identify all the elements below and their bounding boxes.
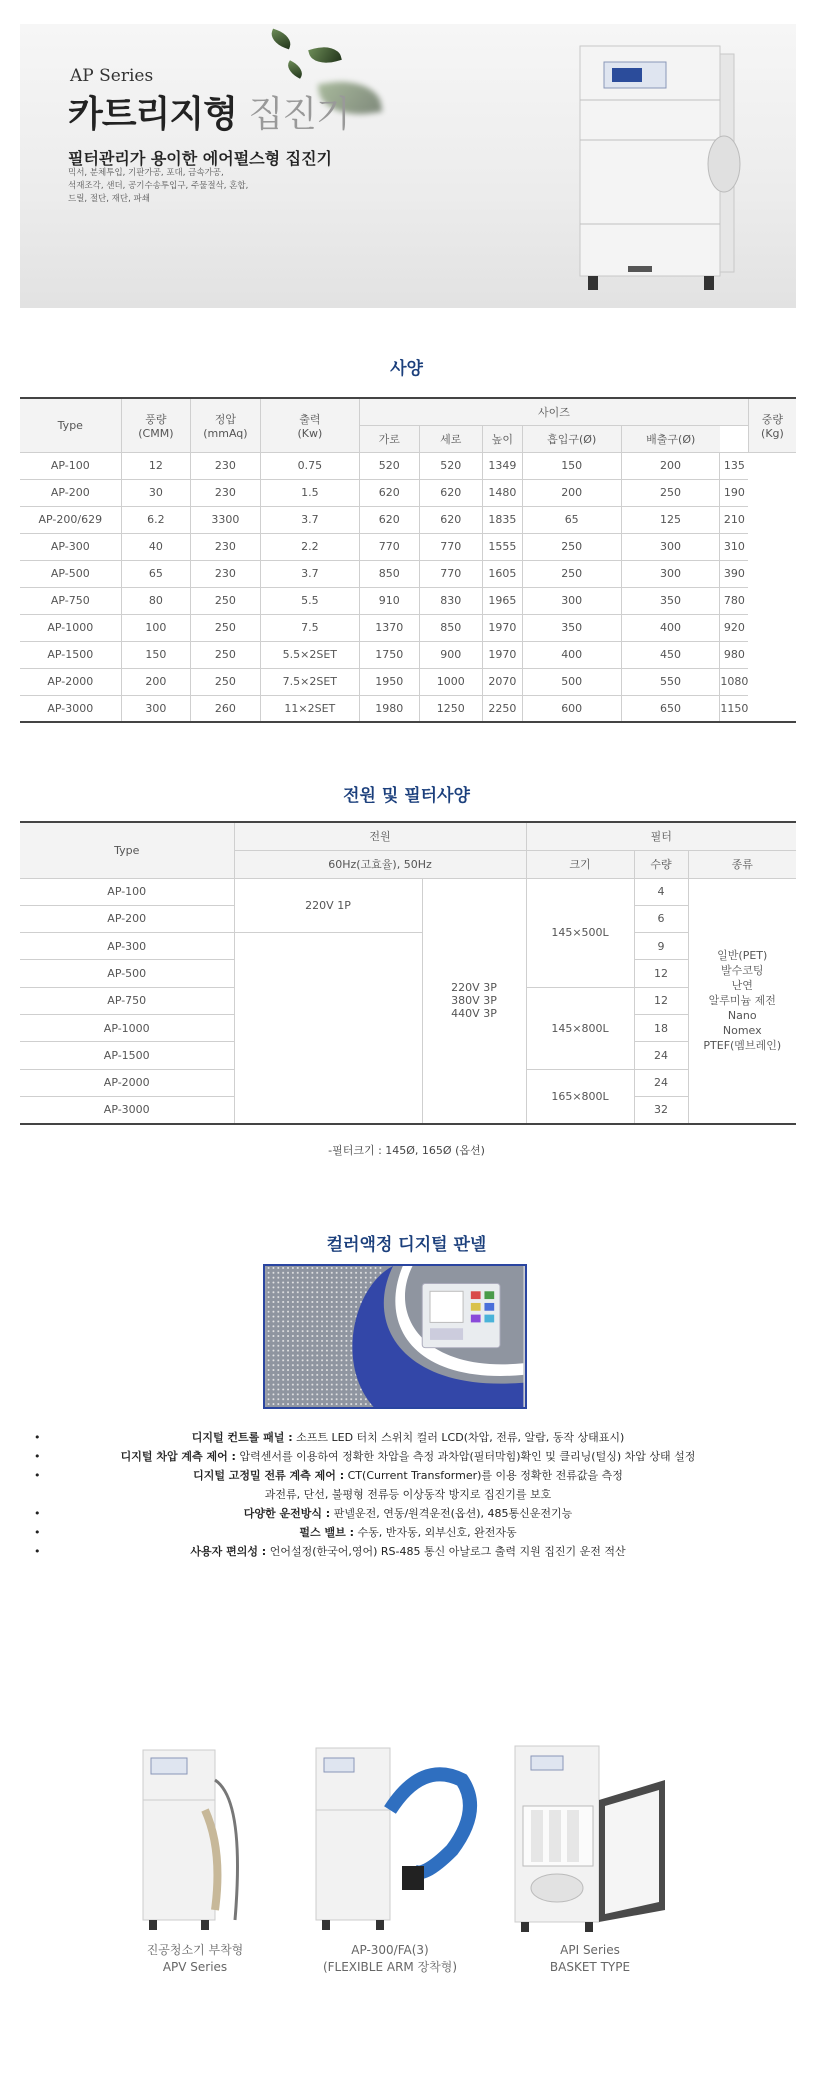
filter-size-c: 165×800L: [526, 1069, 634, 1124]
title-sub: 집진기: [248, 94, 350, 135]
col-power: 전원: [234, 822, 526, 850]
qty-cell: 24: [634, 1069, 688, 1096]
spec-cell: AP-500: [20, 560, 121, 587]
col-filter: 필터: [526, 822, 796, 850]
spec-cell: AP-100: [20, 452, 121, 479]
spec-cell: AP-2000: [20, 668, 121, 695]
spec-cell: 65: [121, 560, 190, 587]
product-apv: [100, 1740, 290, 1976]
spec-cell: 350: [621, 587, 720, 614]
leaf-decoration: [268, 29, 293, 50]
feature-head: 디지털 차압 계측 제어 :: [120, 1450, 236, 1463]
spec-cell: AP-3000: [20, 695, 121, 722]
spec-cell: 0.75: [260, 452, 359, 479]
fa-image: [292, 1740, 488, 1936]
filter-size-b: 145×800L: [526, 987, 634, 1069]
bullet-icon: •: [34, 1450, 41, 1463]
spec-cell: 3.7: [260, 560, 359, 587]
api-image: [505, 1740, 675, 1936]
spec-cell: AP-1500: [20, 641, 121, 668]
spec-cell: 390: [720, 560, 749, 587]
spec-cell: AP-300: [20, 533, 121, 560]
product-series: (FLEXIBLE ARM 장착형): [322, 1960, 458, 1974]
spec-row: [20, 533, 796, 560]
spec-cell: 300: [522, 587, 621, 614]
spec-cell: 5.5: [260, 587, 359, 614]
type-cell: AP-100: [20, 878, 234, 905]
spec-cell: 770: [360, 533, 420, 560]
col-filter-qty: 수량: [634, 850, 688, 878]
type-cell: AP-2000: [20, 1069, 234, 1096]
spec-cell: AP-200: [20, 479, 121, 506]
spec-cell: 1605: [482, 560, 522, 587]
apv-image: [135, 1740, 255, 1936]
voltage-line: 220V 3P: [451, 981, 497, 995]
bullet-icon: •: [34, 1507, 41, 1520]
power-3p: [422, 878, 526, 1124]
type-cell: AP-3000: [20, 1096, 234, 1123]
qty-cell: 9: [634, 933, 688, 960]
type-cell: AP-500: [20, 960, 234, 987]
feature-item: [20, 1504, 796, 1523]
col-inlet: 흡입구(Ø): [522, 425, 621, 452]
spec-row: [20, 452, 796, 479]
spec-cell: 100: [121, 614, 190, 641]
spec-cell: 620: [419, 479, 482, 506]
spec-cell: AP-750: [20, 587, 121, 614]
spec-cell: 1150: [720, 695, 749, 722]
col-pressure: 정압 (mmAq): [191, 398, 261, 452]
bullet-icon: •: [34, 1526, 41, 1539]
kind-line: 일반(PET): [717, 949, 768, 963]
spec-cell: 350: [522, 614, 621, 641]
col-height: 높이: [482, 425, 522, 452]
feature-text: CT(Current Transformer)를 이용 정확한 전류값을 측정: [344, 1469, 623, 1482]
spec-cell: 500: [522, 668, 621, 695]
power-blank: [234, 933, 422, 1124]
kind-line: 알루미늄 제전: [708, 994, 776, 1008]
spec-row: [20, 587, 796, 614]
panel-title: 컬러액정 디지털 판넬: [326, 1235, 487, 1255]
spec-cell: 1965: [482, 587, 522, 614]
spec-cell: 230: [191, 560, 261, 587]
qty-cell: 32: [634, 1096, 688, 1123]
qty-cell: 6: [634, 905, 688, 932]
col-outlet: 배출구(Ø): [621, 425, 720, 452]
spec-title: 사양: [390, 359, 423, 379]
spec-cell: 3300: [191, 506, 261, 533]
product-fa: [290, 1740, 490, 1976]
product-name: AP-300/FA(3): [351, 1943, 429, 1957]
feature-text: 과전류, 단선, 불평형 전류등 이상동작 방지로 집진기를 보호: [264, 1488, 552, 1501]
spec-cell: 980: [720, 641, 749, 668]
spec-row: [20, 506, 796, 533]
bullet-icon: •: [34, 1469, 41, 1482]
power-table: [20, 821, 796, 1125]
spec-row: [20, 668, 796, 695]
filter-size-a: 145×500L: [526, 878, 634, 987]
spec-cell: 190: [720, 479, 749, 506]
spec-cell: 250: [621, 479, 720, 506]
spec-cell: 40: [121, 533, 190, 560]
spec-cell: 550: [621, 668, 720, 695]
col-size: 사이즈: [360, 398, 749, 425]
series-label: AP Series: [70, 66, 154, 86]
spec-cell: 250: [522, 533, 621, 560]
spec-cell: 300: [121, 695, 190, 722]
spec-cell: 910: [360, 587, 420, 614]
spec-cell: AP-200/629: [20, 506, 121, 533]
spec-cell: 1970: [482, 641, 522, 668]
qty-cell: 18: [634, 1014, 688, 1041]
leaf-decoration: [284, 60, 305, 79]
spec-row: [20, 695, 796, 722]
spec-cell: 1000: [419, 668, 482, 695]
spec-cell: 1980: [360, 695, 420, 722]
spec-cell: 250: [522, 560, 621, 587]
use-line: 드릴, 절단, 재단, 파쇄: [68, 194, 150, 204]
spec-cell: 200: [522, 479, 621, 506]
spec-cell: 150: [121, 641, 190, 668]
spec-cell: 3.7: [260, 506, 359, 533]
spec-cell: 650: [621, 695, 720, 722]
spec-cell: 1080: [720, 668, 749, 695]
feature-text: 압력센서를 이용하여 정확한 차압을 측정 과차압(필터막힘)확인 및 클리닝(털싱) 차압 상태 설정: [235, 1450, 696, 1463]
feature-text: 언어설정(한국어,영어) RS-485 통신 아날로그 출력 지원 집진기 운전 적산: [266, 1545, 626, 1558]
feature-head: 사용자 편의성 :: [190, 1545, 267, 1558]
spec-cell: 12: [121, 452, 190, 479]
feature-head: 디지털 고정밀 전류 계측 제어 :: [193, 1469, 345, 1482]
voltage-line: 380V 3P: [451, 994, 497, 1008]
spec-cell: 7.5: [260, 614, 359, 641]
spec-cell: 250: [191, 668, 261, 695]
spec-cell: 230: [191, 479, 261, 506]
col-output: 출력 (Kw): [260, 398, 359, 452]
spec-cell: 770: [419, 560, 482, 587]
spec-cell: 900: [419, 641, 482, 668]
qty-cell: 24: [634, 1042, 688, 1069]
spec-cell: 450: [621, 641, 720, 668]
spec-cell: 300: [621, 560, 720, 587]
col-type: Type: [20, 398, 121, 452]
col-filter-size: 크기: [526, 850, 634, 878]
spec-cell: 1480: [482, 479, 522, 506]
spec-cell: 260: [191, 695, 261, 722]
feature-item: [20, 1447, 796, 1466]
spec-cell: 210: [720, 506, 749, 533]
kind-line: Nomex: [722, 1024, 762, 1038]
feature-item: [20, 1542, 796, 1561]
spec-cell: 11×2SET: [260, 695, 359, 722]
spec-cell: 600: [522, 695, 621, 722]
type-cell: AP-750: [20, 987, 234, 1014]
spec-cell: 620: [360, 506, 420, 533]
spec-cell: 125: [621, 506, 720, 533]
spec-cell: 5.5×2SET: [260, 641, 359, 668]
kind-line: PTEF(멤브레인): [703, 1039, 782, 1053]
spec-cell: 780: [720, 587, 749, 614]
spec-cell: 1970: [482, 614, 522, 641]
spec-cell: 150: [522, 452, 621, 479]
qty-cell: 12: [634, 987, 688, 1014]
feature-item: [20, 1485, 796, 1504]
spec-cell: 850: [419, 614, 482, 641]
use-line: 믹서, 분체투입, 기판가공, 포대, 금속가공,: [68, 168, 224, 178]
feature-list: [20, 1428, 796, 1561]
type-cell: AP-1500: [20, 1042, 234, 1069]
spec-cell: 2250: [482, 695, 522, 722]
kind-line: 발수코팅: [720, 964, 764, 978]
feature-item: [20, 1466, 796, 1485]
spec-row: [20, 641, 796, 668]
feature-text: 판넬운전, 연동/원격운전(옵션), 485통신운전기능: [330, 1507, 573, 1520]
qty-cell: 4: [634, 878, 688, 905]
spec-cell: 2.2: [260, 533, 359, 560]
spec-cell: 2070: [482, 668, 522, 695]
spec-cell: 65: [522, 506, 621, 533]
spec-cell: 230: [191, 452, 261, 479]
spec-row: [20, 560, 796, 587]
spec-cell: 250: [191, 587, 261, 614]
col-depth: 세로: [419, 425, 482, 452]
spec-cell: 400: [522, 641, 621, 668]
digital-panel-image: [263, 1264, 527, 1409]
kind-line: 난연: [731, 979, 753, 993]
col-type: Type: [20, 822, 234, 878]
spec-cell: 200: [621, 452, 720, 479]
spec-cell: 300: [621, 533, 720, 560]
page-title: [68, 86, 350, 137]
feature-head: 펄스 밸브 :: [299, 1526, 354, 1539]
product-series: APV Series: [162, 1960, 228, 1974]
col-flow: 풍량 (CMM): [121, 398, 190, 452]
product-name: 진공청소기 부착형: [146, 1943, 244, 1957]
power-title: 전원 및 필터사양: [343, 786, 470, 806]
spec-cell: 310: [720, 533, 749, 560]
voltage-line: 440V 3P: [451, 1007, 497, 1021]
spec-cell: 920: [720, 614, 749, 641]
spec-cell: 200: [121, 668, 190, 695]
spec-row: [20, 479, 796, 506]
col-filter-kind: 종류: [688, 850, 796, 878]
spec-cell: 770: [419, 533, 482, 560]
qty-cell: 12: [634, 960, 688, 987]
use-line: 석재조각, 샌더, 공기수송투입구, 주물절삭, 혼합,: [68, 181, 249, 191]
col-freq: 60Hz(고효율), 50Hz: [234, 850, 526, 878]
col-weight: 중량 (Kg): [748, 398, 796, 452]
spec-cell: 620: [360, 479, 420, 506]
spec-cell: 520: [419, 452, 482, 479]
spec-cell: 6.2: [121, 506, 190, 533]
feature-item: [20, 1428, 796, 1447]
spec-cell: 135: [720, 452, 749, 479]
spec-cell: 1.5: [260, 479, 359, 506]
spec-cell: 520: [360, 452, 420, 479]
type-cell: AP-200: [20, 905, 234, 932]
title-main: 카트리지형: [68, 94, 237, 135]
spec-cell: 80: [121, 587, 190, 614]
product-name: API Series: [560, 1943, 620, 1957]
col-width: 가로: [360, 425, 420, 452]
feature-text: 수동, 반자동, 외부신호, 완전자동: [353, 1526, 517, 1539]
spec-cell: 620: [419, 506, 482, 533]
feature-item: [20, 1523, 796, 1542]
spec-cell: 1250: [419, 695, 482, 722]
hero-banner: [20, 24, 796, 308]
spec-table: [20, 397, 796, 723]
filter-kinds: [688, 878, 796, 1124]
type-cell: AP-1000: [20, 1014, 234, 1041]
spec-cell: 830: [419, 587, 482, 614]
spec-row: [20, 614, 796, 641]
feature-head: 다양한 운전방식 :: [243, 1507, 331, 1520]
bullet-icon: •: [34, 1545, 41, 1558]
power-1p: 220V 1P: [234, 878, 422, 933]
spec-cell: 1555: [482, 533, 522, 560]
spec-cell: AP-1000: [20, 614, 121, 641]
spec-cell: 1835: [482, 506, 522, 533]
use-list: [68, 167, 248, 206]
feature-text: 소프트 LED 터치 스위치 컬러 LCD(차압, 전류, 알람, 동작 상태표시): [292, 1431, 625, 1444]
spec-cell: 250: [191, 614, 261, 641]
dust-collector-image: [568, 40, 746, 296]
feature-head: 디지털 컨트롤 패널 :: [191, 1431, 293, 1444]
spec-cell: 1349: [482, 452, 522, 479]
leaf-decoration: [308, 42, 342, 67]
hero-subtitle: 필터관리가 용이한 에어펄스형 집진기: [68, 149, 333, 168]
bullet-icon: •: [34, 1431, 41, 1444]
spec-cell: 1750: [360, 641, 420, 668]
filter-note: -필터크기 : 145Ø, 165Ø (옵션): [328, 1144, 485, 1157]
type-cell: AP-300: [20, 933, 234, 960]
spec-cell: 850: [360, 560, 420, 587]
spec-cell: 400: [621, 614, 720, 641]
spec-cell: 7.5×2SET: [260, 668, 359, 695]
kind-line: Nano: [727, 1009, 757, 1023]
spec-cell: 1950: [360, 668, 420, 695]
spec-cell: 30: [121, 479, 190, 506]
spec-cell: 250: [191, 641, 261, 668]
spec-cell: 230: [191, 533, 261, 560]
product-series: BASKET TYPE: [549, 1960, 631, 1974]
product-api: [500, 1740, 680, 1976]
spec-cell: 1370: [360, 614, 420, 641]
